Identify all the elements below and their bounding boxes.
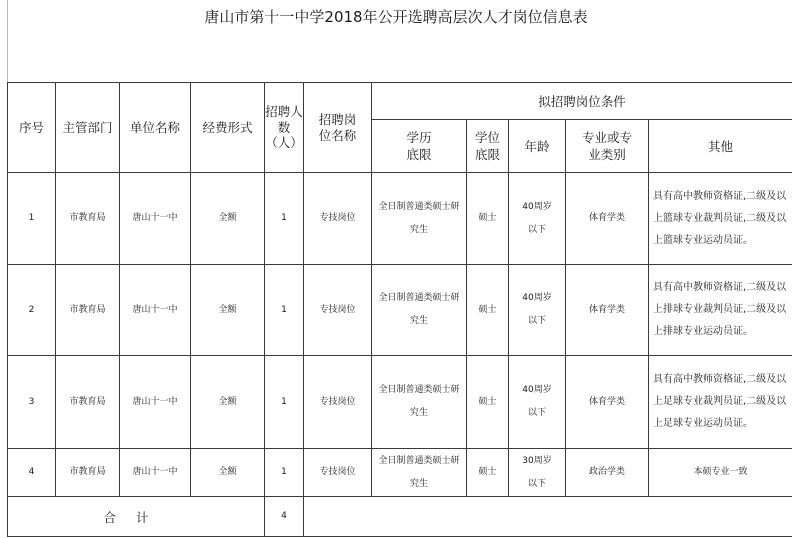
- total-value: 4: [265, 497, 304, 537]
- cell-post: 专技岗位: [304, 173, 372, 265]
- cell-degree: 硕士: [467, 356, 509, 449]
- cell-funding: 全额: [191, 449, 265, 497]
- cell-seq: 4: [8, 449, 56, 497]
- table-row: [8, 173, 792, 265]
- cell-funding: 全额: [191, 173, 265, 265]
- cell-edu: 全日制普通类硕士研究生: [372, 356, 467, 449]
- cell-count: 1: [265, 356, 304, 449]
- table-row: [8, 449, 792, 497]
- cell-dept: 市教育局: [56, 449, 120, 497]
- cell-post: 专技岗位: [304, 265, 372, 356]
- header-seq: 序号: [8, 83, 56, 173]
- cell-post: 专技岗位: [304, 356, 372, 449]
- cell-seq: 3: [8, 356, 56, 449]
- cell-age: 30周岁以下: [509, 449, 566, 497]
- cell-other: 具有高中教师资格证,二级及以上足球专业裁判员证,二级及以上足球专业运动员证。: [649, 356, 792, 449]
- page-title: 唐山市第十一中学2018年公开选聘高层次人才岗位信息表: [204, 8, 588, 26]
- cell-count: 1: [265, 173, 304, 265]
- cell-funding: 全额: [191, 265, 265, 356]
- cell-count: 1: [265, 265, 304, 356]
- cell-age: 40周岁以下: [509, 265, 566, 356]
- cell-dept: 市教育局: [56, 173, 120, 265]
- cell-edu: 全日制普通类硕士研究生: [372, 449, 467, 497]
- header-unit: 单位名称: [120, 83, 191, 173]
- cell-unit: 唐山十一中: [120, 356, 191, 449]
- cell-edu: 全日制普通类硕士研究生: [372, 173, 467, 265]
- cell-unit: 唐山十一中: [120, 265, 191, 356]
- cell-unit: 唐山十一中: [120, 173, 191, 265]
- header-age: 年龄: [509, 120, 566, 173]
- cell-funding: 全额: [191, 356, 265, 449]
- cell-age: 40周岁以下: [509, 356, 566, 449]
- cell-major: 体育学类: [566, 265, 649, 356]
- total-label: 合计: [8, 497, 265, 537]
- header-count: 招聘人数（人）: [265, 83, 304, 173]
- header-degree: 学位底限: [467, 120, 509, 173]
- cell-age: 40周岁以下: [509, 173, 566, 265]
- cell-other: 具有高中教师资格证,二级及以上排球专业裁判员证,二级及以上排球专业运动员证。: [649, 265, 792, 356]
- cell-dept: 市教育局: [56, 356, 120, 449]
- header-major: 专业或专业类别: [566, 120, 649, 173]
- cell-other: 本硕专业一致: [649, 449, 792, 497]
- cell-dept: 市教育局: [56, 265, 120, 356]
- cell-major: 政治学类: [566, 449, 649, 497]
- left-rule: [7, 0, 8, 82]
- header-conditions: 拟招聘岗位条件: [372, 83, 792, 120]
- header-other: 其他: [649, 120, 792, 173]
- cell-seq: 1: [8, 173, 56, 265]
- cell-major: 体育学类: [566, 173, 649, 265]
- header-post: 招聘岗位名称: [304, 83, 372, 173]
- total-row: [8, 497, 792, 537]
- cell-post: 专技岗位: [304, 449, 372, 497]
- cell-other: 具有高中教师资格证,二级及以上篮球专业裁判员证,二级及以上篮球专业运动员证。: [649, 173, 792, 265]
- cell-count: 1: [265, 449, 304, 497]
- positions-table: [7, 82, 792, 537]
- table-row: [8, 356, 792, 449]
- cell-unit: 唐山十一中: [120, 449, 191, 497]
- header-funding: 经费形式: [191, 83, 265, 173]
- header-dept: 主管部门: [56, 83, 120, 173]
- cell-degree: 硕士: [467, 265, 509, 356]
- cell-degree: 硕士: [467, 173, 509, 265]
- cell-seq: 2: [8, 265, 56, 356]
- header-edu: 学历底限: [372, 120, 467, 173]
- table-row: [8, 265, 792, 356]
- cell-edu: 全日制普通类硕士研究生: [372, 265, 467, 356]
- total-blank: [304, 497, 792, 537]
- cell-major: 体育学类: [566, 356, 649, 449]
- cell-degree: 硕士: [467, 449, 509, 497]
